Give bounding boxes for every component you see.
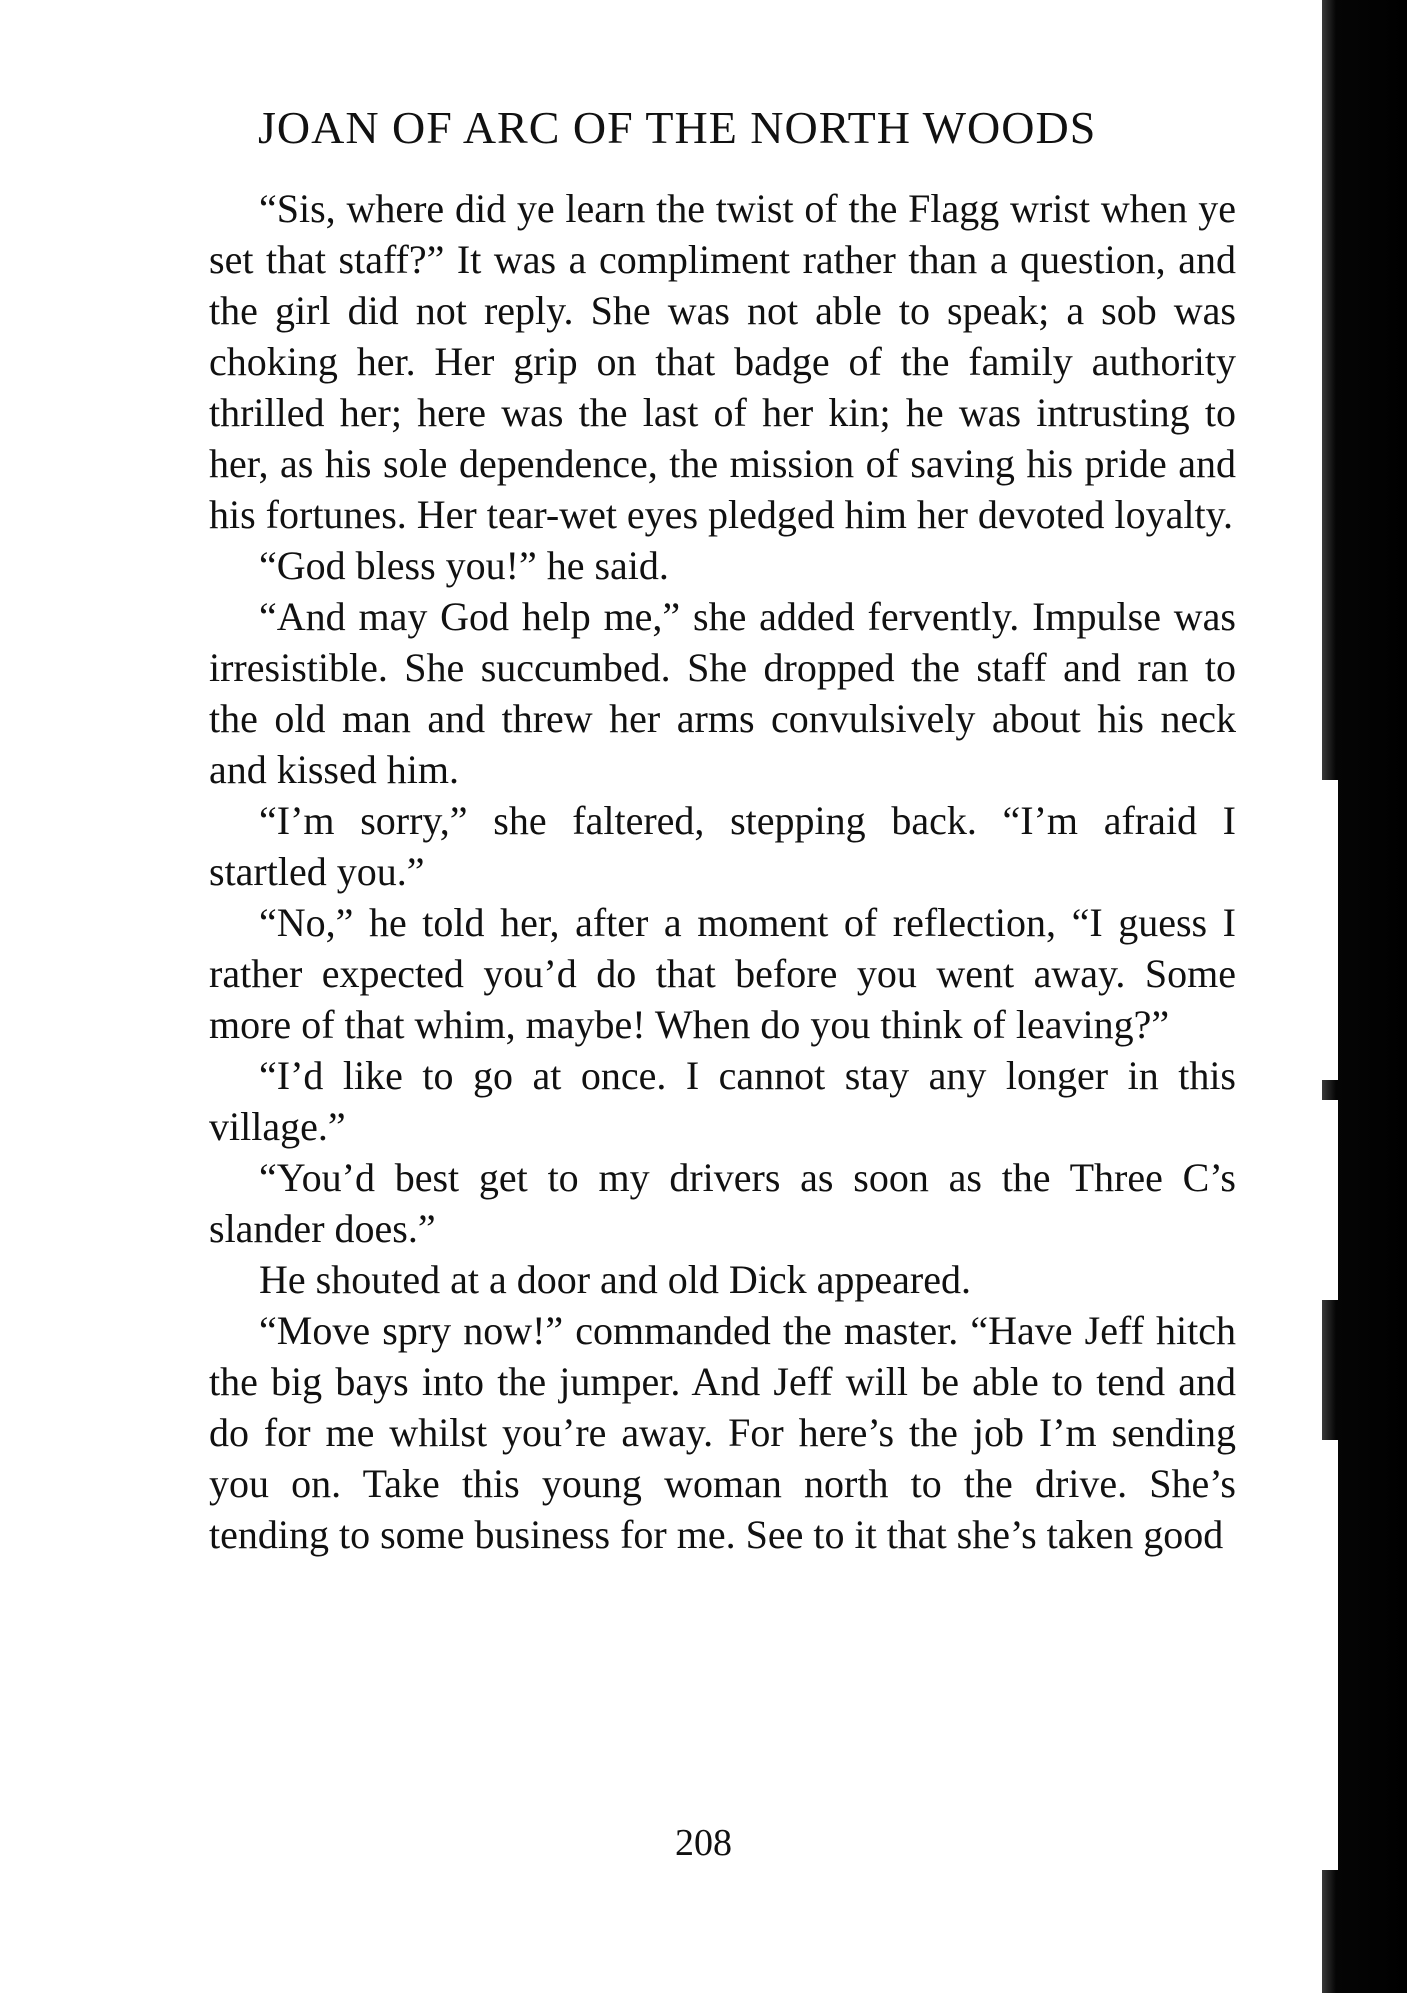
paragraph: “God bless you!” he said. [259,543,669,588]
running-head: JOAN OF ARC OF THE NORTH WOODS [258,102,1097,153]
page-number: 208 [675,1822,732,1864]
paragraph: “Sis, where did ye learn the twist of the Flagg wrist when ye set that staff?” It was a compliment rather than a question, and the girl did not reply. She was not able to speak; a sob was choking her. Her grip on that badge of the family authority thrilled her; here was the last of her kin; he was intrusting to her, as his sole dependence, the mission of saving his pride and his fortunes. Her tear-wet eyes pledged him her devoted loyalty. [209,186,1236,537]
gutter-edge [1318,780,1338,1080]
paragraph: “I’d like to go at once. I cannot stay any longer in this village.” [209,1053,1236,1149]
paragraph: “I’m sorry,” she faltered, stepping back. “I’m afraid I startled you.” [209,798,1236,894]
paragraph: “No,” he told her, after a moment of reflection, “I guess I rather expected you’d do that before you went away. Some more of that whim, maybe! When do you think of leaving?” [209,900,1236,1047]
paragraph: “And may God help me,” she added fervently. Impulse was irresistible. She succumbed. She dropped the staff and ran to the old man and threw her arms convulsively about his neck and kissed him. [209,594,1236,792]
paragraph: He shouted at a door and old Dick appeared. [259,1257,971,1302]
gutter-edge [1318,1440,1338,1870]
gutter-edge [1318,1100,1338,1300]
paragraph: “You’d best get to my drivers as soon as the Three C’s slander does.” [209,1155,1236,1251]
paragraph: “Move spry now!” commanded the master. “Have Jeff hitch the big bays into the jumper. And Jeff will be able to tend and do for me whilst you’re away. For here’s the job I’m sending you on. Take this young woman north to the drive. She’s tending to some business for me. See to it that she’s taken good [209,1308,1236,1557]
body-text [209,183,1236,1560]
